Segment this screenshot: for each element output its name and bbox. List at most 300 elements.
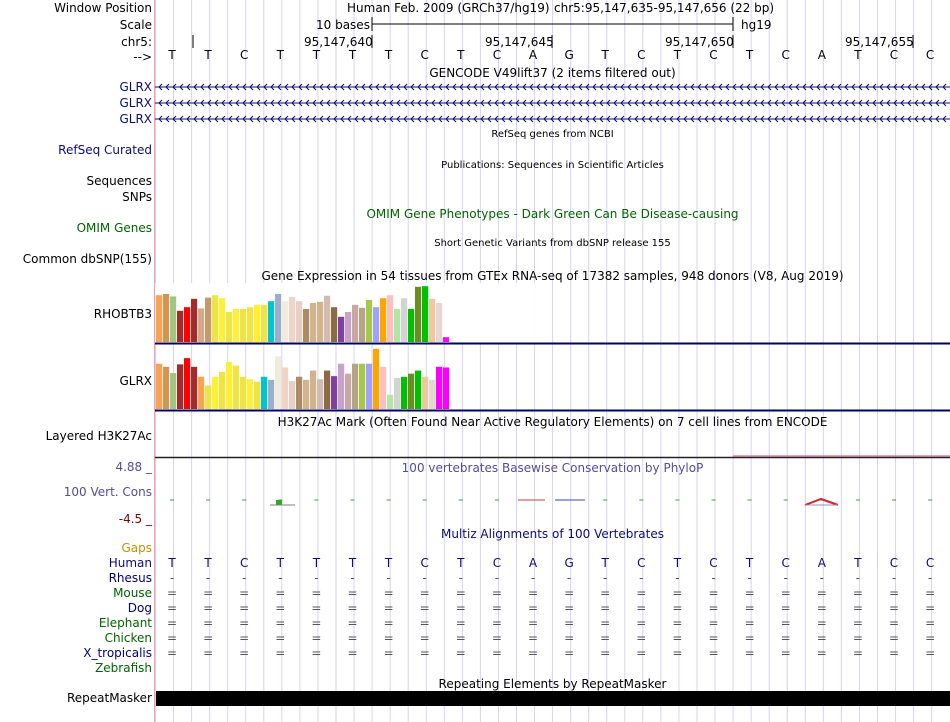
species-base-mark: =	[672, 646, 683, 660]
dna-base: A	[817, 48, 826, 62]
gtex-rhobtb3-bar	[219, 298, 225, 342]
gtex-glrx-bar	[387, 395, 393, 409]
species-base-mark: =	[419, 616, 430, 630]
human-base: C	[637, 556, 646, 570]
human-base: T	[854, 556, 862, 570]
gtex-rhobtb3-bar	[268, 301, 274, 342]
species-base-mark: =	[852, 646, 863, 660]
gtex-glrx-bar	[268, 380, 274, 409]
gtex-rhobtb3-bar	[233, 309, 239, 342]
species-base-mark: =	[672, 631, 683, 645]
gtex-glrx-bar	[345, 374, 351, 409]
dbsnp-track-title[interactable]: Short Genetic Variants from dbSNP release 155	[434, 238, 671, 249]
species-base-mark: =	[275, 586, 286, 600]
gencode-track-label-1[interactable]: GLRX	[119, 80, 152, 94]
gtex-rhobtb3-bar	[163, 294, 169, 342]
gtex-rhobtb3-bar	[240, 309, 246, 342]
species-base-mark: -	[675, 571, 680, 585]
dna-base: T	[348, 48, 357, 62]
species-base-mark: =	[383, 631, 394, 645]
window-position-label: Window Position	[54, 1, 152, 15]
dna-base: T	[312, 48, 321, 62]
gtex-rhobtb3-label[interactable]: RHOBTB3	[93, 307, 152, 321]
gtex-track-title[interactable]: Gene Expression in 54 tissues from GTEx RNA-seq of 17382 samples, 948 donors (V8, Aug 2019)	[261, 269, 844, 283]
h3k27ac-track-title[interactable]: H3K27Ac Mark (Often Found Near Active Regulatory Elements) on 7 cell lines from ENCODE	[277, 415, 828, 429]
species-base-mark: =	[780, 646, 791, 660]
dna-base: T	[204, 48, 212, 62]
human-base: C	[925, 556, 935, 570]
species-base-mark: =	[239, 616, 250, 630]
species-base-mark: =	[491, 631, 502, 645]
species-rhesus-label: Rhesus	[108, 571, 152, 585]
species-base-mark: =	[744, 616, 755, 630]
gtex-glrx-bar	[408, 374, 414, 409]
gtex-rhobtb3-bar	[177, 311, 183, 342]
dna-base: T	[457, 48, 465, 62]
species-base-mark: -	[747, 571, 752, 585]
gtex-rhobtb3-bar	[303, 309, 309, 342]
phylop-track-title[interactable]: 100 vertebrates Basewise Conservation by PhyloP	[401, 461, 704, 475]
gtex-rhobtb3-bar	[198, 308, 204, 342]
dna-base: T	[745, 48, 754, 62]
species-base-mark: =	[203, 586, 214, 600]
species-base-mark: =	[166, 616, 178, 630]
species-base-mark: =	[744, 631, 755, 645]
species-base-mark: =	[636, 631, 647, 645]
h3k27ac-track-label[interactable]: Layered H3K27Ac	[45, 429, 152, 443]
gtex-rhobtb3-bar	[226, 312, 232, 342]
species-base-mark: =	[636, 616, 647, 630]
species-base-mark: =	[455, 631, 466, 645]
species-base-mark: =	[600, 646, 611, 660]
species-base-mark: =	[419, 601, 430, 615]
species-base-mark: -	[603, 571, 608, 585]
gtex-rhobtb3-bar	[436, 303, 442, 342]
strand-label: -->	[133, 50, 152, 64]
dna-base: T	[673, 48, 682, 62]
gtex-rhobtb3-bar	[296, 301, 302, 342]
species-base-mark: =	[888, 616, 900, 630]
gtex-glrx-bar	[198, 377, 204, 409]
gtex-glrx-bar	[254, 382, 260, 409]
species-base-mark: =	[491, 586, 502, 600]
species-base-mark: =	[239, 631, 250, 645]
gtex-rhobtb3-bar	[247, 307, 253, 342]
gtex-glrx-bar	[380, 367, 386, 409]
gtex-glrx-bar	[310, 371, 316, 409]
gtex-rhobtb3-bar	[156, 295, 162, 342]
species-base-mark: =	[564, 646, 575, 660]
gtex-glrx-bar	[296, 377, 302, 409]
gtex-glrx-bar	[212, 377, 218, 409]
species-base-mark: =	[275, 631, 286, 645]
species-base-mark: =	[744, 646, 755, 660]
species-base-mark: -	[422, 571, 427, 585]
gtex-rhobtb3-bar	[394, 309, 400, 342]
species-base-mark: =	[708, 646, 719, 660]
gtex-glrx-bar	[233, 366, 239, 409]
dna-base: T	[601, 48, 609, 62]
species-base-mark: =	[852, 601, 863, 615]
gtex-glrx-bar	[394, 378, 400, 409]
species-xtropicalis-label: X_tropicalis	[83, 646, 152, 660]
species-base-mark: =	[383, 601, 394, 615]
gtex-glrx-bar	[373, 349, 379, 409]
species-base-mark: =	[816, 601, 827, 615]
species-base-mark: =	[239, 646, 250, 660]
species-base-mark: =	[816, 631, 827, 645]
species-base-mark: =	[708, 601, 719, 615]
repeatmasker-block	[156, 691, 950, 706]
species-base-mark: =	[383, 616, 394, 630]
species-base-mark: -	[566, 571, 572, 585]
gtex-rhobtb3-bar	[422, 286, 428, 342]
species-base-mark: =	[636, 601, 647, 615]
species-base-mark: =	[888, 631, 900, 645]
gtex-glrx-bar	[331, 376, 337, 409]
species-base-mark: =	[166, 631, 178, 645]
dna-base: G	[564, 48, 574, 62]
dna-base: C	[781, 48, 790, 62]
species-base-mark: =	[203, 616, 214, 630]
species-base-mark: =	[311, 616, 322, 630]
dna-base: C	[492, 48, 502, 62]
species-base-mark: -	[530, 571, 536, 585]
phylop-peak	[805, 499, 838, 505]
gtex-rhobtb3-bar	[338, 317, 344, 342]
species-base-mark: =	[744, 601, 755, 615]
species-base-mark: =	[491, 646, 502, 660]
species-base-mark: -	[386, 571, 391, 585]
species-base-mark: =	[564, 631, 575, 645]
gtex-glrx-bar	[226, 362, 232, 409]
gtex-glrx-bar	[184, 358, 190, 409]
gtex-rhobtb3-bar	[429, 299, 435, 342]
human-base: C	[709, 556, 718, 570]
repeatmasker-track-title[interactable]: Repeating Elements by RepeatMasker	[438, 677, 667, 691]
species-base-mark: =	[708, 616, 719, 630]
species-base-mark: =	[275, 616, 286, 630]
dna-base: C	[239, 48, 249, 62]
species-base-mark: =	[239, 601, 250, 615]
human-base: T	[745, 556, 754, 570]
species-base-mark: =	[744, 586, 755, 600]
gtex-glrx-bar	[163, 367, 169, 409]
gtex-glrx-bar	[219, 372, 225, 409]
dna-base: C	[889, 48, 899, 62]
species-base-mark: =	[383, 646, 394, 660]
gtex-glrx-bar	[415, 371, 421, 409]
dbsnp-track-label[interactable]: Common dbSNP(155)	[22, 252, 152, 266]
gtex-rhobtb3-bar	[317, 302, 323, 342]
gtex-rhobtb3-bar	[401, 298, 407, 342]
human-base: T	[312, 556, 321, 570]
species-base-mark: =	[455, 586, 466, 600]
gtex-rhobtb3-bar	[352, 305, 358, 342]
gtex-rhobtb3-bar	[387, 295, 393, 342]
species-base-mark: -	[242, 571, 247, 585]
human-base: T	[384, 556, 393, 570]
refseq-track-title[interactable]: RefSeq genes from NCBI	[491, 129, 614, 140]
species-base-mark: =	[925, 586, 936, 600]
species-base-mark: =	[455, 601, 466, 615]
dna-base: T	[854, 48, 862, 62]
gtex-rhobtb3-bar	[184, 307, 190, 342]
chrom-label: chr5:	[121, 35, 152, 49]
gtex-glrx-bar	[429, 380, 435, 409]
gtex-rhobtb3-bar	[345, 312, 351, 342]
snps-track-label[interactable]: SNPs	[122, 190, 152, 204]
species-base-mark: =	[672, 586, 683, 600]
gtex-rhobtb3-bar	[415, 287, 421, 342]
human-base: T	[601, 556, 609, 570]
species-base-mark: =	[672, 601, 683, 615]
gtex-rhobtb3-bar	[275, 294, 281, 342]
gtex-glrx-bar	[324, 371, 330, 409]
species-base-mark: -	[314, 571, 319, 585]
coord-tick-2: 95,147,645	[485, 35, 554, 49]
species-base-mark: =	[347, 601, 358, 615]
species-base-mark: =	[347, 631, 358, 645]
cons-max-label: 4.88 _	[115, 460, 152, 474]
species-base-mark: =	[275, 646, 286, 660]
species-base-mark: =	[708, 631, 719, 645]
gencode-track-title[interactable]: GENCODE V49lift37 (2 items filtered out)	[429, 66, 676, 80]
gtex-rhobtb3-bar	[170, 296, 176, 342]
repeatmasker-track-label[interactable]: RepeatMasker	[66, 691, 152, 705]
dna-base: A	[528, 48, 538, 62]
species-base-mark: =	[925, 601, 936, 615]
coord-tick-1: 95,147,640	[304, 35, 373, 49]
gtex-rhobtb3-bar	[289, 297, 295, 342]
gtex-glrx-bar	[247, 379, 253, 409]
human-base: C	[889, 556, 899, 570]
dna-base: C	[709, 48, 718, 62]
gtex-glrx-bar	[205, 385, 211, 409]
gtex-rhobtb3-bar	[254, 305, 260, 342]
species-base-mark: =	[203, 646, 214, 660]
species-base-mark: =	[816, 616, 827, 630]
human-base: T	[276, 556, 284, 570]
human-label: Human	[108, 556, 152, 570]
species-base-mark: =	[708, 586, 719, 600]
species-base-mark: =	[527, 646, 539, 660]
species-base-mark: =	[419, 631, 430, 645]
gencode-track-label-2[interactable]: GLRX	[119, 96, 152, 110]
species-base-mark: =	[383, 586, 394, 600]
dna-base: C	[637, 48, 646, 62]
species-base-mark: -	[711, 571, 716, 585]
scale-bar-text: 10 bases	[316, 18, 370, 32]
species-base-mark: -	[639, 571, 644, 585]
species-base-mark: -	[819, 571, 824, 585]
species-base-mark: =	[816, 586, 827, 600]
dna-base: T	[168, 48, 176, 62]
species-base-mark: =	[455, 646, 466, 660]
gtex-glrx-bar	[366, 364, 372, 409]
species-base-mark: -	[169, 571, 175, 585]
species-base-mark: =	[166, 586, 178, 600]
species-base-mark: =	[419, 586, 430, 600]
gtex-rhobtb3-bar	[443, 337, 449, 342]
gtex-rhobtb3-bar	[359, 308, 365, 342]
gtex-glrx-bar	[317, 379, 323, 409]
human-base: T	[168, 556, 176, 570]
species-base-mark: =	[203, 631, 214, 645]
species-base-mark: =	[527, 601, 539, 615]
species-zebrafish-label: Zebrafish	[95, 661, 152, 675]
scale-label: Scale	[119, 18, 152, 32]
species-base-mark: -	[783, 571, 788, 585]
species-dog-label: Dog	[127, 601, 152, 615]
species-base-mark: -	[855, 571, 861, 585]
human-base: C	[492, 556, 502, 570]
species-base-mark: =	[852, 616, 863, 630]
gtex-glrx-bar	[240, 377, 246, 409]
species-base-mark: =	[780, 616, 791, 630]
species-base-mark: =	[527, 631, 539, 645]
species-base-mark: =	[780, 601, 791, 615]
human-base: T	[457, 556, 465, 570]
species-base-mark: =	[347, 616, 358, 630]
cons-min-label: -4.5 _	[118, 512, 152, 526]
dna-base: C	[420, 48, 429, 62]
publications-track-title[interactable]: Publications: Sequences in Scientific Articles	[441, 160, 664, 171]
species-base-mark: =	[311, 601, 322, 615]
gtex-glrx-bar	[401, 377, 407, 409]
species-base-mark: =	[672, 616, 683, 630]
gtex-glrx-bar	[177, 364, 183, 409]
coord-tick-3: 95,147,650	[665, 35, 734, 49]
human-base: C	[420, 556, 429, 570]
refseq-track-label[interactable]: RefSeq Curated	[58, 143, 152, 157]
species-base-mark: =	[636, 646, 647, 660]
species-base-mark: -	[205, 571, 211, 585]
gtex-glrx-bar	[436, 367, 442, 409]
dna-base: T	[384, 48, 393, 62]
gtex-glrx-bar	[338, 364, 344, 409]
species-base-mark: =	[780, 631, 791, 645]
species-base-mark: =	[455, 616, 466, 630]
species-base-mark: =	[527, 586, 539, 600]
species-base-mark: =	[600, 616, 611, 630]
species-base-mark: =	[311, 586, 322, 600]
human-base: T	[204, 556, 212, 570]
human-base: T	[673, 556, 682, 570]
sequences-track-label[interactable]: Sequences	[86, 174, 152, 188]
species-base-mark: =	[780, 586, 791, 600]
gtex-rhobtb3-bar	[366, 300, 372, 342]
scale-db: hg19	[741, 18, 772, 32]
species-base-mark: =	[888, 601, 900, 615]
species-chicken-label: Chicken	[104, 631, 152, 645]
species-base-mark: -	[278, 571, 283, 585]
species-base-mark: =	[852, 631, 863, 645]
phylop-mark-block	[276, 500, 282, 505]
window-region: chr5:95,147,635-95,147,656 (22 bp)	[554, 1, 775, 15]
species-base-mark: =	[491, 616, 502, 630]
gtex-rhobtb3-bar	[191, 299, 197, 342]
species-base-mark: =	[925, 616, 936, 630]
species-base-mark: =	[347, 586, 358, 600]
gtex-rhobtb3-bar	[331, 307, 337, 342]
species-base-mark: =	[419, 646, 430, 660]
species-base-mark: =	[166, 601, 178, 615]
species-base-mark: =	[275, 601, 286, 615]
species-base-mark: -	[494, 571, 500, 585]
multiz-track-title[interactable]: Multiz Alignments of 100 Vertebrates	[440, 527, 665, 541]
species-base-mark: =	[311, 646, 322, 660]
gtex-glrx-label[interactable]: GLRX	[119, 374, 152, 388]
gtex-rhobtb3-bar	[380, 298, 386, 342]
species-base-mark: =	[564, 601, 575, 615]
species-base-mark: =	[564, 586, 575, 600]
gtex-rhobtb3-bar	[205, 298, 211, 342]
species-base-mark: -	[927, 571, 933, 585]
gtex-rhobtb3-bar	[261, 305, 267, 342]
gtex-rhobtb3-bar	[310, 303, 316, 342]
human-base: G	[564, 556, 574, 570]
gtex-glrx-bar	[156, 364, 162, 409]
gtex-glrx-bar	[275, 356, 281, 409]
human-base: C	[239, 556, 249, 570]
species-base-mark: =	[816, 646, 827, 660]
human-base: T	[348, 556, 357, 570]
assembly-name: Human Feb. 2009 (GRCh37/hg19)	[347, 1, 550, 15]
species-base-mark: =	[527, 616, 539, 630]
species-mouse-label: Mouse	[113, 586, 152, 600]
gtex-glrx-bar	[170, 373, 176, 409]
gtex-rhobtb3-bar	[212, 295, 218, 342]
species-base-mark: =	[925, 631, 936, 645]
gtex-rhobtb3-bar	[373, 307, 379, 342]
gtex-glrx-bar	[191, 367, 197, 409]
species-base-mark: =	[347, 646, 358, 660]
gtex-rhobtb3-bar	[282, 301, 288, 342]
species-base-mark: =	[239, 586, 250, 600]
human-base: C	[781, 556, 790, 570]
gtex-glrx-bar	[352, 364, 358, 409]
species-elephant-label: Elephant	[98, 616, 152, 630]
species-base-mark: =	[925, 646, 936, 660]
species-base-mark: =	[600, 631, 611, 645]
gencode-track-label-3[interactable]: GLRX	[119, 112, 152, 126]
species-base-mark: =	[852, 586, 863, 600]
gtex-rhobtb3-bar	[324, 296, 330, 342]
cons-track-label[interactable]: 100 Vert. Cons	[63, 485, 152, 499]
dna-base: C	[925, 48, 935, 62]
species-base-mark: -	[350, 571, 355, 585]
omim-track-label[interactable]: OMIM Genes	[76, 221, 152, 235]
gtex-glrx-bar	[359, 364, 365, 409]
species-base-mark: =	[564, 616, 575, 630]
human-base: A	[528, 556, 538, 570]
species-base-mark: =	[311, 631, 322, 645]
gtex-glrx-bar	[422, 377, 428, 409]
species-base-mark: -	[458, 571, 463, 585]
gtex-glrx-bar	[282, 367, 288, 409]
species-base-mark: =	[636, 586, 647, 600]
human-base: A	[817, 556, 826, 570]
gtex-glrx-bar	[443, 367, 449, 409]
coord-tick-4: 95,147,655	[845, 35, 914, 49]
gtex-rhobtb3-bar	[408, 309, 414, 342]
omim-track-title[interactable]: OMIM Gene Phenotypes - Dark Green Can Be Disease-causing	[366, 207, 739, 221]
gtex-glrx-bar	[261, 377, 267, 409]
dna-base: T	[276, 48, 284, 62]
species-base-mark: =	[888, 586, 900, 600]
species-base-mark: =	[203, 601, 214, 615]
